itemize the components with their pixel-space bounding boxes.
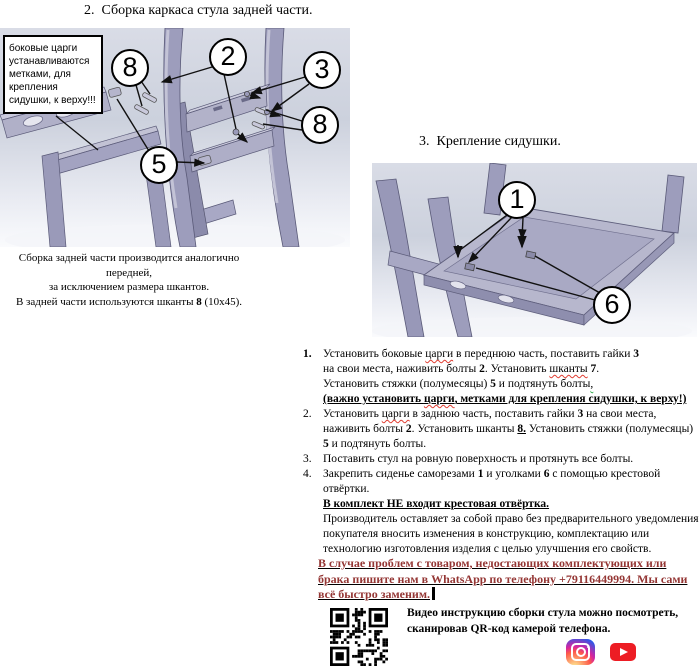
- instruction-line: В комплект НЕ входит крестовая отвёртка.: [323, 498, 550, 510]
- instruction-number: 3.: [303, 453, 312, 465]
- callout-1: 1: [498, 181, 536, 219]
- seat-attachment-drawing: [372, 163, 697, 337]
- callout-5: 5: [140, 146, 178, 184]
- side-rails-note: боковые царги устанавливаются метками, для крепления сидушки, к верху!!!: [3, 35, 103, 114]
- instruction-number: 4.: [303, 468, 312, 480]
- instruction-item: [303, 467, 699, 557]
- instruction-number: 2.: [303, 408, 312, 420]
- instruction-line: Закрепить сиденье саморезами 1 и уголками 6 с помощью крестовой: [323, 468, 661, 480]
- callout-8b: 8: [301, 106, 339, 144]
- caption-line-3: В задней части используются шканты 8 (10x45).: [15, 295, 243, 308]
- caption-line-2: за исключением размера шкантов.: [48, 281, 210, 293]
- qr-caption-line-2: сканировав QR-код камерой телефона.: [407, 622, 611, 635]
- warning-line-2: брака пишите нам в WhatsApp по телефону +79116449994. Мы сами: [318, 571, 688, 586]
- instruction-line: Поставить стул на ровную поверхность и протянуть все болты.: [323, 453, 634, 465]
- instruction-line: 5 и подтянуть болты.: [323, 438, 427, 450]
- instruction-line: Установить царги в заднюю часть, поставить гайки 3 на свои места,: [323, 408, 657, 420]
- instruction-item: [303, 347, 699, 407]
- youtube-icon: [610, 643, 636, 661]
- instruction-line: Установить стяжки (полумесяцы) 5 и подтянуть болты,: [323, 378, 594, 390]
- callout-3: 3: [303, 51, 341, 89]
- instruction-line: покупателя вносить изменения в конструкцию, комплектацию или: [323, 528, 650, 540]
- instruction-line: Производитель оставляет за собой право без предварительного уведомления: [323, 513, 699, 525]
- instruction-item: [303, 452, 699, 467]
- warning-line-3: всё быстро заменим.: [318, 587, 687, 603]
- instruction-line: на свои места, наживить болты 2. Установить шканты 7.: [323, 363, 600, 375]
- caption-line-1: Сборка задней части производится аналогично передней,: [18, 252, 240, 279]
- warning-line-1: В случае проблем с товаром, недостающих комплектующих или: [318, 556, 667, 570]
- callout-2: 2: [209, 38, 247, 76]
- qr-caption: [407, 606, 678, 637]
- back-assembly-caption: [0, 251, 258, 309]
- instruction-line: (важно установить царги, метками для крепления сидушки, к верху!): [323, 393, 687, 405]
- qr-code: [330, 608, 388, 666]
- step2-heading: 2. Сборка каркаса стула задней части.: [84, 3, 313, 18]
- instruction-number: 1.: [303, 348, 312, 360]
- instruction-line: наживить болты 2. Установить шканты 8. Установить стяжки (полумесяцы): [323, 423, 694, 435]
- instagram-lens: [576, 647, 586, 657]
- callout-6: 6: [593, 286, 631, 324]
- instruction-item: [303, 407, 699, 452]
- instruction-line: Установить боковые царги в переднюю часть, поставить гайки 3: [323, 348, 640, 360]
- youtube-play-triangle: [620, 648, 628, 656]
- assembly-instructions-list: [303, 347, 699, 557]
- step3-heading: 3. Крепление сидушки.: [419, 134, 561, 149]
- text-cursor: [432, 587, 435, 600]
- qr-caption-line-1: Видео инструкцию сборки стула можно посмотреть,: [407, 607, 679, 619]
- warranty-warning-note: [318, 556, 687, 603]
- instruction-line: технологию изготовления изделия с целью улучшения его свойств.: [323, 543, 652, 555]
- instagram-flash-dot: [587, 646, 589, 648]
- seat-attachment-figure: [372, 163, 697, 337]
- instagram-icon: [566, 639, 595, 665]
- instruction-line: отвёртки.: [323, 483, 370, 495]
- callout-8: 8: [111, 49, 149, 87]
